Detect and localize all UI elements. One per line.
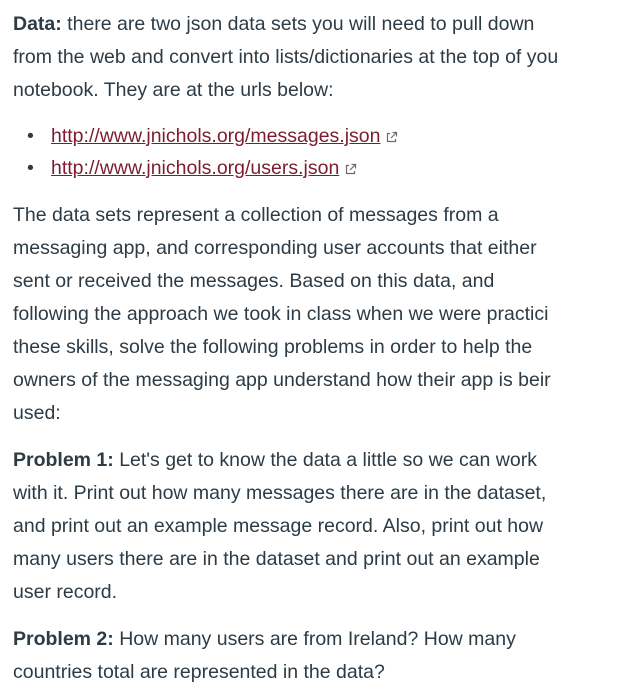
problem-1-label: Problem 1: (13, 449, 114, 471)
intro-line-1: Data: there are two json data sets you will need to pull down (13, 13, 535, 35)
description-line: used: (13, 402, 61, 424)
list-item (27, 153, 609, 185)
users-json-link[interactable]: http://www.jnichols.org/users.json (51, 157, 340, 179)
data-intro-paragraph (13, 8, 609, 107)
url-list (13, 121, 609, 185)
bullet: • (27, 157, 34, 179)
external-link-icon[interactable] (344, 155, 357, 185)
problem-1-line: and print out an example message record. Also, print out how (13, 515, 544, 537)
data-label: Data: (13, 13, 62, 35)
problem-1-line: with it. Print out how many messages there are in the dataset, (13, 482, 547, 504)
intro-line-3: notebook. They are at the urls below: (13, 79, 334, 101)
problem-2-label: Problem 2: (13, 628, 114, 650)
description-line: owners of the messaging app understand how their app is beir (13, 369, 551, 391)
description-line: messaging app, and corresponding user accounts that either (13, 237, 537, 259)
external-link-icon[interactable] (385, 123, 398, 153)
problem-2-line: countries total are represented in the data? (13, 661, 385, 683)
problem-2-line: Problem 2: How many users are from Ireland? How many (13, 628, 516, 650)
description-paragraph (13, 199, 609, 430)
problem-1-line: user record. (13, 581, 118, 603)
problem-1-line: many users there are in the dataset and print out an example (13, 548, 540, 570)
problem-1-line: Problem 1: Let's get to know the data a little so we can work (13, 449, 537, 471)
problem-1-paragraph (13, 444, 609, 609)
bullet: • (27, 125, 34, 147)
intro-line-2: from the web and convert into lists/dictionaries at the top of you (13, 46, 559, 68)
problem-2-paragraph (13, 623, 609, 689)
list-item (27, 121, 609, 153)
description-line: sent or received the messages. Based on this data, and (13, 270, 495, 292)
description-line: these skills, solve the following problems in order to help the (13, 336, 533, 358)
messages-json-link[interactable]: http://www.jnichols.org/messages.json (51, 125, 381, 147)
description-line: The data sets represent a collection of messages from a (13, 204, 499, 226)
description-line: following the approach we took in class when we were practici (13, 303, 549, 325)
